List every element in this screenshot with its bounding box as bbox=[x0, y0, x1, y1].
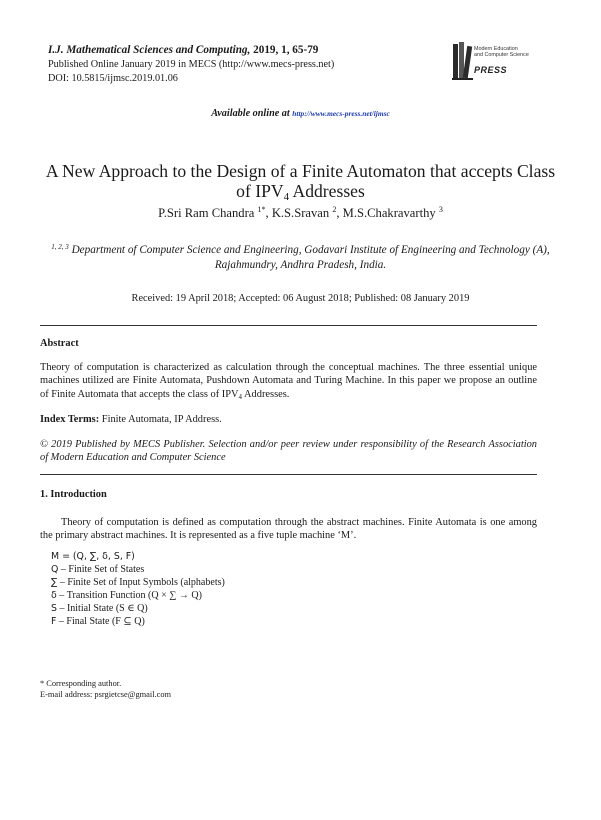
books-icon bbox=[452, 40, 474, 82]
author-name: M.S.Chakravarthy bbox=[342, 206, 436, 220]
logo-line-2: and Computer Science bbox=[474, 52, 529, 59]
definition-desc: – Finite Set of Input Symbols (alphabets) bbox=[57, 576, 225, 588]
footnote-email: E-mail address: psrgietcse@gmail.com bbox=[40, 690, 172, 699]
availability-label: Available online at bbox=[211, 108, 290, 119]
journal-header bbox=[48, 44, 318, 56]
logo-press: PRESS bbox=[474, 65, 508, 75]
definition-item bbox=[51, 590, 225, 603]
author-mark: 3 bbox=[438, 205, 443, 214]
logo-line-1: Modern Education bbox=[474, 46, 518, 52]
copyright-notice: © 2019 Published by MECS Publisher. Selection and/or peer review under responsibility of the Research Association of Modern Education and Computer Science bbox=[40, 439, 537, 464]
abstract-heading: Abstract bbox=[40, 338, 79, 349]
definition-item bbox=[51, 616, 225, 629]
author-name: P.Sri Ram Chandra bbox=[158, 206, 255, 220]
definition-item bbox=[51, 551, 225, 564]
definition-item bbox=[51, 564, 225, 577]
author-name: K.S.Sravan bbox=[271, 206, 330, 220]
definition-symbol: δ bbox=[51, 589, 57, 601]
paper-dates: Received: 19 April 2018; Accepted: 06 August 2018; Published: 08 January 2019 bbox=[131, 293, 470, 304]
abstract-text-end: Addresses. bbox=[242, 388, 290, 400]
definition-list bbox=[51, 551, 225, 628]
affiliation-marks: 1, 2, 3 bbox=[51, 243, 69, 251]
doi-line: DOI: 10.5815/ijmsc.2019.01.06 bbox=[48, 73, 178, 84]
intro-heading: 1. Introduction bbox=[40, 489, 107, 500]
published-line: Published Online January 2019 in MECS (http://www.mecs-press.net) bbox=[48, 59, 335, 70]
title-subscript: 4 bbox=[283, 191, 290, 203]
author-mark: 1* bbox=[257, 205, 266, 214]
intro-text: Theory of computation is defined as computation through the abstract machines. Finite Automata is one among the primary abstract machines. It is represented as a five tuple machine ‘M’. bbox=[40, 517, 537, 542]
definition-symbol: M = (Q, ∑, δ, S, F) bbox=[51, 551, 135, 562]
availability-line bbox=[0, 108, 601, 119]
journal-issue: 2019, 1, 65-79 bbox=[253, 44, 319, 56]
divider-top bbox=[40, 325, 537, 326]
index-terms-value: Finite Automata, IP Address. bbox=[101, 414, 222, 425]
title-main: A New Approach to the Design of a Finite Automaton that accepts Class of IPV bbox=[45, 161, 556, 201]
definition-item bbox=[51, 603, 225, 616]
abstract-text-main: Theory of computation is characterized as calculation through the conceptual machines. The three essential unique machines utilized are Finite Automata, Pushdown Automata and Turing Machine. In this paper we propose an outline of Finite Automata that accepts the class of IPV bbox=[40, 362, 537, 400]
abstract-text bbox=[40, 361, 537, 401]
definition-item bbox=[51, 577, 225, 590]
affiliation bbox=[40, 243, 561, 273]
definition-desc: – Final State (F ⊆ Q) bbox=[56, 615, 145, 627]
journal-link[interactable]: http://www.mecs-press.net/ijmsc bbox=[292, 109, 390, 118]
divider-bottom bbox=[40, 474, 537, 475]
affiliation-text: Department of Computer Science and Engineering, Godavari Institute of Engineering and Technology (A), Rajahmundry, Andhra Pradesh, India. bbox=[71, 244, 550, 271]
journal-name: I.J. Mathematical Sciences and Computing, bbox=[48, 44, 251, 56]
publisher-logo bbox=[452, 38, 544, 86]
logo-text bbox=[474, 46, 529, 58]
definition-symbol: F bbox=[51, 615, 57, 627]
index-terms bbox=[40, 413, 537, 426]
author-list: P.Sri Ram Chandra $^{1*}$, K.S.Sravan $^2$, M.S.Chakravarthy $^3$ bbox=[158, 205, 443, 220]
definition-desc: – Finite Set of States bbox=[58, 563, 145, 575]
definition-symbol: ∑ bbox=[51, 576, 58, 588]
index-terms-label: Index Terms: bbox=[40, 414, 100, 425]
title-end: Addresses bbox=[289, 181, 365, 201]
paper-title bbox=[40, 161, 561, 201]
definition-symbol: Q bbox=[51, 563, 59, 575]
definition-desc: – Initial State (S ∈ Q) bbox=[56, 602, 148, 614]
abstract-subscript: 4 bbox=[238, 392, 243, 401]
footnote-corresponding: * Corresponding author. bbox=[40, 679, 122, 688]
definition-symbol: S bbox=[51, 602, 57, 614]
author-mark: 2 bbox=[332, 205, 337, 214]
definition-desc: – Transition Function (Q × ∑ → Q) bbox=[56, 589, 202, 601]
